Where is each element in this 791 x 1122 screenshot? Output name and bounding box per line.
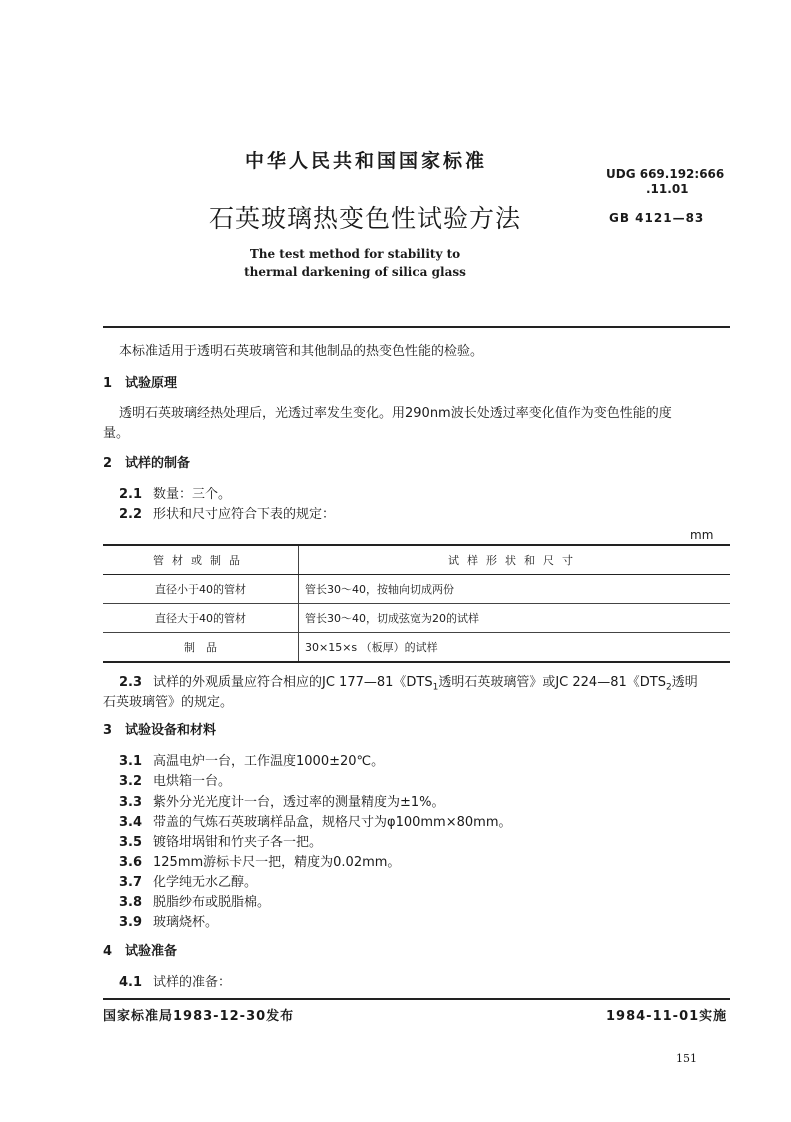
section-number: 2: [103, 456, 113, 471]
document-title-en: [200, 245, 510, 281]
item-text: 玻璃烧杯。: [153, 915, 219, 930]
table-header-cell: 试样形状和尺寸: [299, 545, 731, 575]
item-number: 2.2: [119, 507, 143, 522]
item-number: 3.1: [119, 754, 143, 769]
table-cell: 直径大于40的管材: [103, 604, 299, 633]
table-unit: mm: [690, 528, 714, 542]
item-text: 脱脂纱布或脱脂棉。: [153, 895, 271, 910]
section-title: 试验原理: [125, 376, 178, 391]
section-number: 1: [103, 376, 113, 391]
udg-code: [606, 167, 724, 197]
list-item: [119, 483, 231, 502]
item-text: 紫外分光光度计一台，透过率的测量精度为±1%。: [153, 795, 445, 810]
item-text: 带盖的气炼石英玻璃样品盒，规格尺寸为φ100mm×80mm。: [153, 815, 512, 830]
list-item: [119, 871, 257, 890]
section-1-heading: [103, 372, 177, 391]
page-number: 151: [676, 1052, 697, 1065]
title-en-line1: The test method for stability to: [249, 247, 461, 261]
gb-code: GB 4121—83: [609, 211, 705, 225]
table-cell: 管长30～40，切成弦宽为20的试样: [299, 604, 731, 633]
item-text: 化学纯无水乙醇。: [153, 875, 258, 890]
item-text-b: 透明石英玻璃管》或JC 224—81《DTS: [438, 675, 666, 690]
table-row: [103, 575, 730, 604]
section-3-heading: [103, 719, 216, 738]
section-number: 3: [103, 723, 113, 738]
specimen-size-table: [103, 544, 730, 663]
item-text-a: 试样的外观质量应符合相应的JC 177—81《DTS: [153, 675, 433, 690]
table-cell: 30×15×s （板厚）的试样: [299, 633, 731, 663]
section-title: 试样的制备: [125, 456, 191, 471]
list-item: [119, 851, 400, 870]
intro-paragraph: 本标准适用于透明石英玻璃管和其他制品的热变色性能的检验。: [119, 344, 484, 359]
list-item: [119, 770, 231, 789]
section-title: 试验设备和材料: [125, 723, 217, 738]
item-number: 3.7: [119, 875, 143, 890]
item-number: 4.1: [119, 975, 143, 990]
header-divider: [103, 326, 730, 328]
list-item: [119, 671, 698, 693]
section-4-heading: [103, 940, 177, 959]
table-header-row: [103, 545, 730, 575]
table-cell: 直径小于40的管材: [103, 575, 299, 604]
table-header-cell: 管材或制品: [103, 545, 299, 575]
list-item: [119, 891, 270, 910]
section-1-text-cont: 量。: [103, 426, 130, 441]
item-text: 数量：三个。: [153, 487, 232, 502]
section-title: 试验准备: [125, 944, 178, 959]
table-row: [103, 604, 730, 633]
item-number: 3.6: [119, 855, 143, 870]
table-row: [103, 633, 730, 663]
list-item: [119, 503, 335, 522]
item-number: 3.5: [119, 835, 143, 850]
standard-org-title: 中华人民共和国国家标准: [245, 150, 488, 172]
section-2-heading: [103, 452, 190, 471]
item-text-c: 透明: [671, 675, 698, 690]
list-item: [119, 791, 445, 810]
table-cell: 管长30～40，按轴向切成两份: [299, 575, 731, 604]
item-number: 3.4: [119, 815, 143, 830]
publish-date: 国家标准局1983-12-30发布: [103, 1009, 295, 1024]
udg-code-line2: .11.01: [646, 182, 689, 196]
item-number: 3.2: [119, 774, 143, 789]
document-title-cn: 石英玻璃热变色性试验方法: [209, 204, 522, 233]
item-text: 电烘箱一台。: [153, 774, 232, 789]
item-number: 2.3: [119, 675, 143, 690]
section-1-text: 透明石英玻璃经热处理后，光透过率发生变化。用290nm波长处透过率变化值作为变色性能的度: [119, 406, 672, 421]
list-item: [119, 911, 218, 930]
table-cell: 制 品: [103, 633, 299, 663]
subscript: 2: [665, 682, 672, 693]
item-text: 试样的准备：: [153, 975, 232, 990]
item-text: 形状和尺寸应符合下表的规定：: [153, 507, 336, 522]
item-text: 镀铬坩埚钳和竹夹子各一把。: [153, 835, 323, 850]
item-number: 3.9: [119, 915, 143, 930]
item-number: 3.8: [119, 895, 143, 910]
item-number: 3.3: [119, 795, 143, 810]
effective-date: 1984-11-01实施: [606, 1009, 728, 1024]
section-number: 4: [103, 944, 113, 959]
list-item: [119, 811, 511, 830]
subscript: 1: [432, 682, 439, 693]
item-text: 高温电炉一台，工作温度1000±20℃。: [153, 754, 385, 769]
item-text: 125mm游标卡尺一把，精度为0.02mm。: [153, 855, 401, 870]
title-en-line2: thermal darkening of silica glass: [244, 265, 466, 279]
item-number: 2.1: [119, 487, 143, 502]
list-item: [119, 831, 322, 850]
list-item-cont: 石英玻璃管》的规定。: [103, 695, 234, 710]
footer-divider: [103, 998, 730, 1000]
list-item: [119, 750, 384, 769]
udg-code-line1: UDG 669.192:666: [606, 167, 725, 181]
list-item: [119, 971, 231, 990]
